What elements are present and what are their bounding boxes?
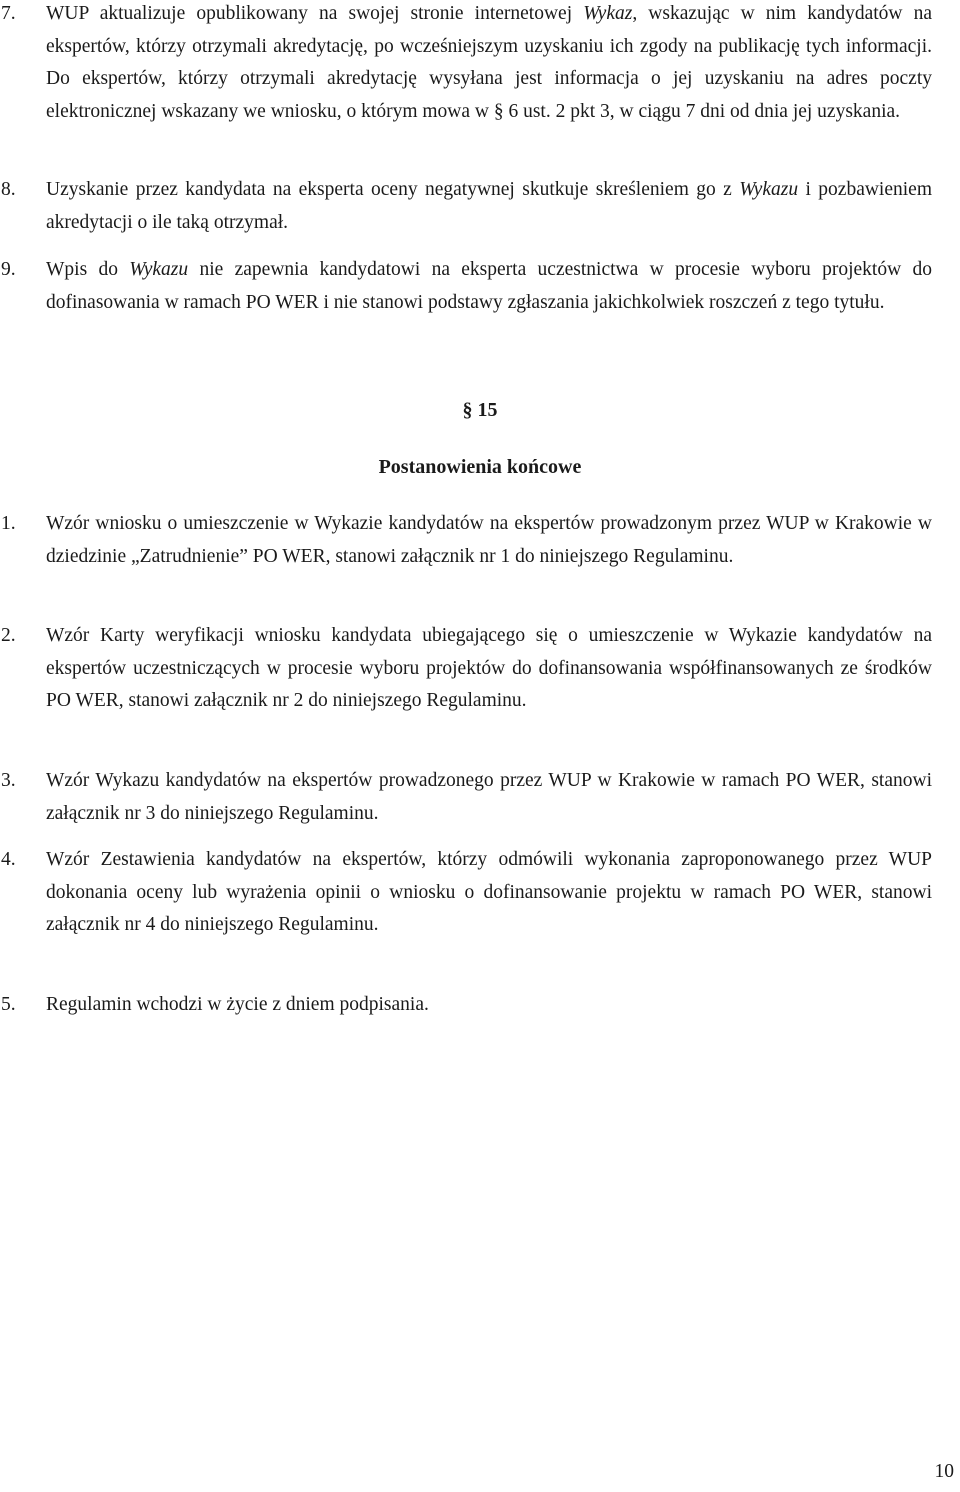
list-item-text: Wzór Zestawienia kandydatów na ekspertów, którzy odmówili wykonania zaproponowanego przez WUP dokonania oceny lub wyrażenia opinii o wniosku o dofinansowanie projektu w ramach PO WER, stanowi załącznik nr 4 do niniejszego Regulaminu. [46,849,932,935]
list-item [0,620,932,718]
text-run: WUP aktualizuje opublikowany na swojej stronie internetowej [46,3,584,24]
list-item [0,0,932,128]
list-item [0,989,932,1022]
list-item-number: 9. [1,259,16,280]
text-run: Wpis do [46,259,130,280]
text-run: Uzyskanie przez kandydata na eksperta oceny negatywnej skutkuje skreśleniem go z [46,179,740,200]
list-item [0,765,932,830]
list-item-text [46,254,932,319]
section-number: § 15 [462,399,498,421]
text-run: i pozbawieniem akredytacji o ile taką otrzymał. [46,179,932,233]
section-title: Postanowienia końcowe [378,456,582,478]
italic-term: Wykaz [583,3,633,24]
list-item-number: 5. [1,994,16,1015]
list-item [0,174,932,239]
list-item-number: 8. [1,179,16,200]
text-run: , wskazując w nim kandydatów na ekspertów, którzy otrzymali akredytację, po wcześniejszym uzyskaniu ich zgody na publikację tych informacji. Do ekspertów, którzy otrzymali akredytację wysyłana jest informacja o jej uzyskaniu na adres poczty elektronicznej wskazany we wniosku, o którym mowa w § 6 ust. 2 pkt 3, w ciągu 7 dni od dnia jej uzyskania. [46,3,933,122]
list-item-number: 2. [1,625,16,646]
list-item-text: Wzór Wykazu kandydatów na ekspertów prowadzonego przez WUP w Krakowie w ramach PO WER, stanowi załącznik nr 3 do niniejszego Regulaminu. [46,770,932,824]
italic-term: Wykazu [739,179,799,200]
list-item-text [46,174,932,239]
list-item-number: 7. [1,3,16,24]
list-item-number: 4. [1,849,16,870]
list-item-text: Wzór wniosku o umieszczenie w Wykazie kandydatów na ekspertów prowadzonym przez WUP w Krakowie w dziedzinie „Zatrudnienie” PO WER, stanowi załącznik nr 1 do niniejszego Regulaminu. [46,513,932,567]
list-item-text: Wzór Karty weryfikacji wniosku kandydata ubiegającego się o umieszczenie w Wykazie kandydatów na ekspertów uczestniczących w procesie wyboru projektów do dofinansowania współfinansowanych ze środków PO WER, stanowi załącznik nr 2 do niniejszego Regulaminu. [46,625,932,711]
italic-term: Wykazu [129,259,189,280]
list-item-number: 3. [1,770,16,791]
text-run: nie zapewnia kandydatowi na eksperta uczestnictwa w procesie wyboru projektów do dofinasowania w ramach PO WER i nie stanowi podstawy zgłaszania jakichkolwiek roszczeń z tego tytułu. [46,259,932,313]
page-number: 10 [934,1461,954,1482]
list-item [0,508,932,573]
list-item [0,844,932,942]
list-item-number: 1. [1,513,16,534]
list-item-text [46,0,932,128]
list-item [0,254,932,319]
list-item-text: Regulamin wchodzi w życie z dniem podpisania. [46,994,429,1015]
